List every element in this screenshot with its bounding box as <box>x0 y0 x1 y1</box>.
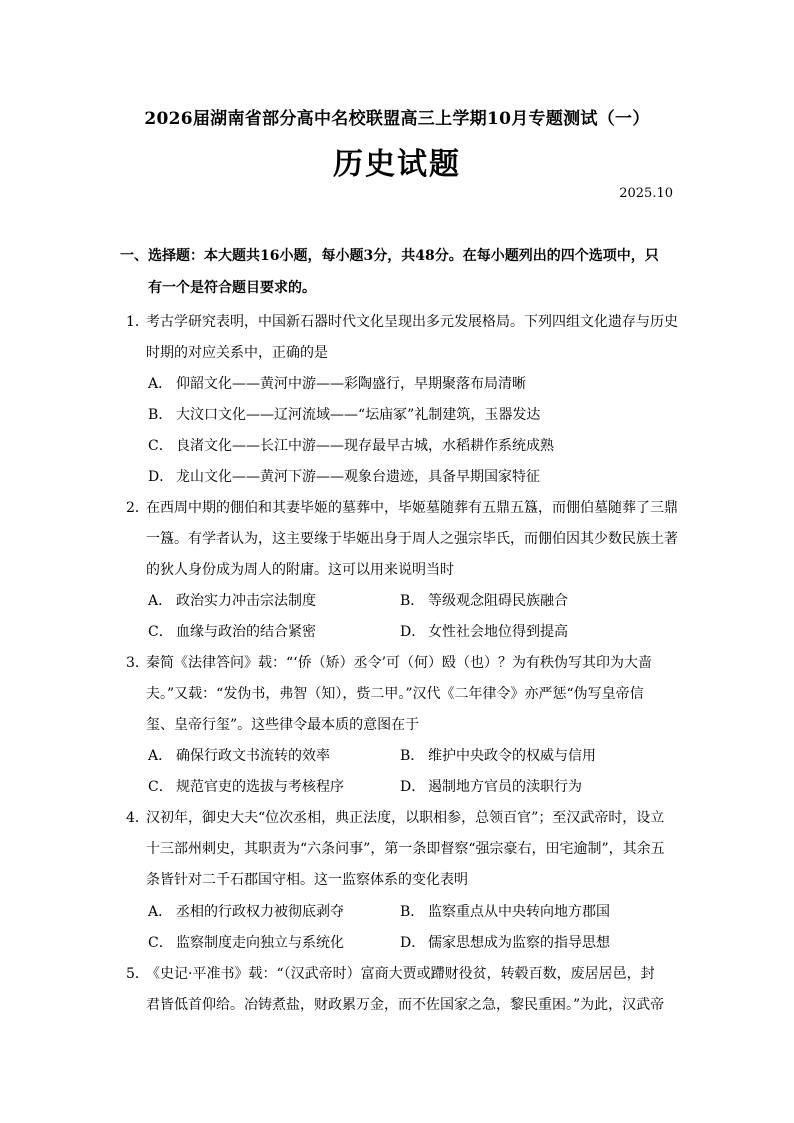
option-text: 大汶口文化——辽河流域——“坛庙冢”礼制建筑，玉器发达 <box>176 407 541 423</box>
question-stem-line: 的狄人身份成为周人的附庸。这可以用来说明当时 <box>146 562 454 578</box>
option-d <box>400 622 568 642</box>
option-c <box>148 622 316 642</box>
option-text: 政治实力冲击宗法制度 <box>176 593 316 609</box>
option-label: D． <box>400 779 426 795</box>
question-stem-line: 汉初年，御史大夫“位次丞相，典正法度，以职相参，总领百官”；至汉武帝时，设立 <box>146 810 665 826</box>
question-stem-line: 夫。”又载：“发伪书，弗智（知），赀二甲。”汉代《二年律令》亦严惩“伪写皇帝信 <box>146 686 644 702</box>
question-stem-line: 条皆针对二千石郡国守相。这一监察体系的变化表明 <box>146 872 468 888</box>
option-b <box>400 746 596 766</box>
option-text: 良渚文化——长江中游——现存最早古城，水稻耕作系统成熟 <box>176 438 554 454</box>
question-number: 3． <box>126 655 149 671</box>
option-text: 确保行政文书流转的效率 <box>176 748 330 764</box>
question-stem-line: 考古学研究表明，中国新石器时代文化呈现出多元发展格局。下列四组文化遗存与历史 <box>146 314 678 330</box>
option-label: A． <box>148 904 173 920</box>
option-label: B． <box>400 748 425 764</box>
option-label: A． <box>148 376 173 392</box>
question-number: 4． <box>126 810 149 826</box>
option-label: D． <box>400 935 426 951</box>
option-a <box>148 902 344 922</box>
option-text: 仰韶文化——黄河中游——彩陶盛行，早期聚落布局清晰 <box>176 376 526 392</box>
option-text: 规范官吏的选拔与考核程序 <box>176 779 344 795</box>
option-c <box>148 777 344 797</box>
question-stem-line: 十三部州刺史，其职责为“六条问事”，第一条即督察“强宗豪右，田宅逾制”，其余五 <box>146 841 665 857</box>
option-label: C． <box>148 935 173 951</box>
option-label: C． <box>148 624 173 640</box>
subject-title: 历史试题 <box>333 147 461 182</box>
option-text: 遏制地方官员的渎职行为 <box>428 779 582 795</box>
option-text: 儒家思想成为监察的指导思想 <box>428 935 610 951</box>
section-heading-line-2: 有一个是符合题目要求的。 <box>148 280 316 296</box>
option-label: B． <box>400 593 425 609</box>
option-label: C． <box>148 438 173 454</box>
option-a <box>148 746 330 766</box>
option-label: A． <box>148 748 173 764</box>
question-stem-line: 在西周中期的倗伯和其妻毕姬的墓葬中，毕姬墓随葬有五鼎五簋，而倗伯墓随葬了三鼎 <box>146 500 678 516</box>
option-d <box>400 933 610 953</box>
question-stem-line: 君皆低首仰给。冶铸煮盐，财政累万金，而不佐国家之急，黎民重困。”为此，汉武帝 <box>146 997 665 1013</box>
option-a <box>148 374 526 394</box>
option-b <box>400 902 610 922</box>
option-label: A． <box>148 593 173 609</box>
option-text: 等级观念阻碍民族融合 <box>428 593 568 609</box>
option-label: B． <box>148 407 173 423</box>
question-number: 5． <box>126 966 149 982</box>
option-d <box>400 777 582 797</box>
question-stem-line: 《史记·平准书》载：“（汉武帝时）富商大贾或蹛财役贫，转毂百数，废居居邑，封 <box>146 966 655 982</box>
question-number: 1． <box>126 314 149 330</box>
exam-title: 2026届湖南省部分高中名校联盟高三上学期10月专题测试（一） <box>144 109 650 129</box>
option-label: D． <box>148 469 174 485</box>
question-stem-line: 时期的对应关系中，正确的是 <box>146 345 328 361</box>
option-text: 女性社会地位得到提高 <box>428 624 568 640</box>
option-text: 监察重点从中央转向地方郡国 <box>428 904 610 920</box>
question-stem-line: 玺、皇帝行玺”。这些律令最本质的意图在于 <box>146 717 420 733</box>
option-label: B． <box>400 904 425 920</box>
option-c <box>148 436 554 456</box>
exam-date: 2025.10 <box>619 186 673 201</box>
option-text: 丞相的行政权力被彻底剥夺 <box>176 904 344 920</box>
section-heading-line-1: 一、选择题：本大题共16小题，每小题3分，共48分。在每小题列出的四个选项中，只 <box>120 248 659 264</box>
option-text: 监察制度走向独立与系统化 <box>176 935 344 951</box>
option-a <box>148 591 316 611</box>
option-text: 血缘与政治的结合紧密 <box>176 624 316 640</box>
option-b <box>400 591 568 611</box>
question-number: 2． <box>126 500 149 516</box>
option-b <box>148 405 540 425</box>
option-text: 龙山文化——黄河下游——观象台遗迹，具备早期国家特征 <box>176 469 540 485</box>
option-d <box>148 467 540 487</box>
option-label: C． <box>148 779 173 795</box>
section-heading <box>120 240 676 304</box>
option-text: 维护中央政令的权威与信用 <box>428 748 596 764</box>
question-stem-line: 一簋。有学者认为，这主要缘于毕姬出身于周人之强宗毕氏，而倗伯因其少数民族土著 <box>146 531 678 547</box>
option-c <box>148 933 344 953</box>
option-label: D． <box>400 624 426 640</box>
question-stem-line: 秦简《法律答问》载：“‘侨（矫）丞令’可（何）殹（也）？为有秩伪写其印为大啬 <box>146 655 653 671</box>
